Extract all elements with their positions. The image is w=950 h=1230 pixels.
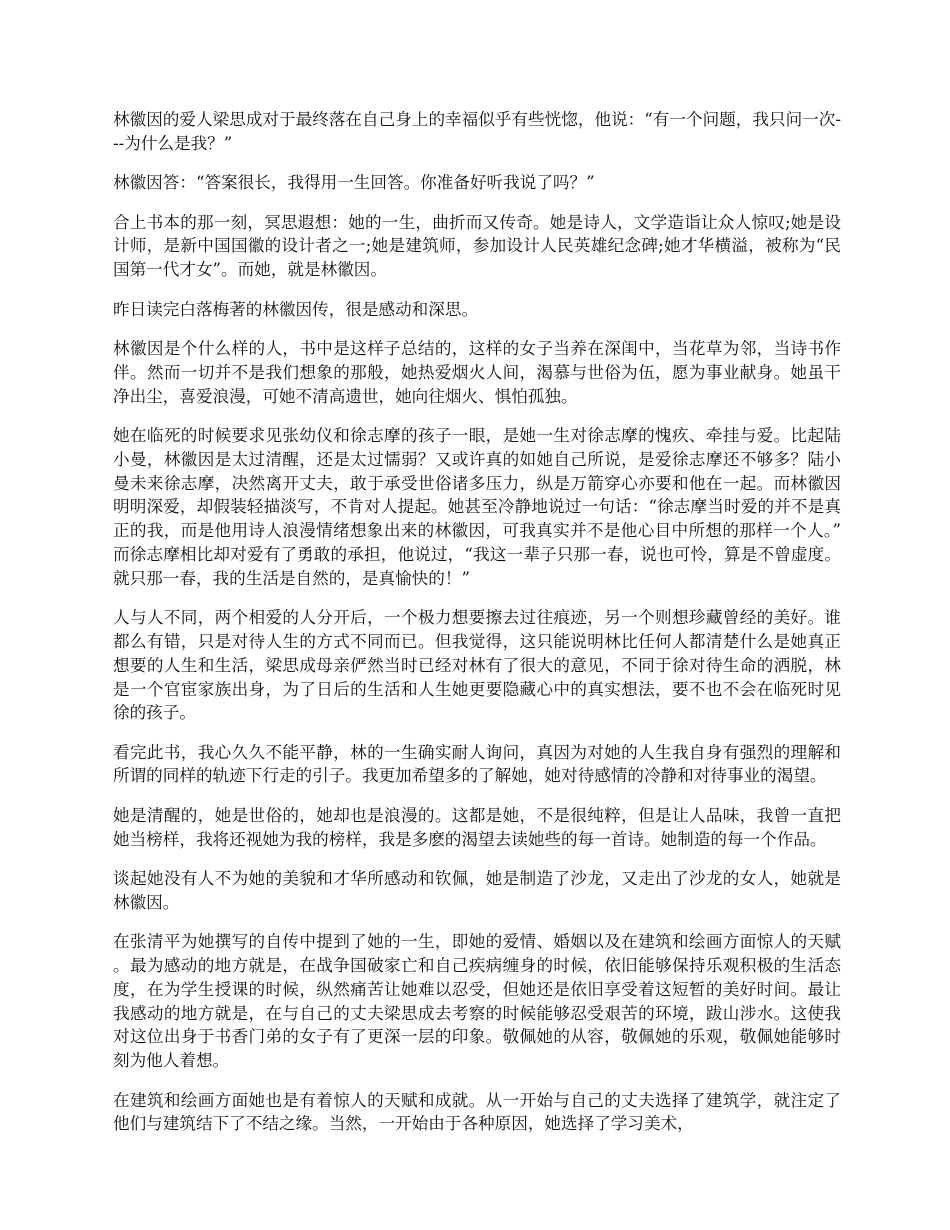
paragraph: 看完此书，我心久久不能平静，林的一生确实耐人询问，真因为对她的人生我自身有强烈的理解和所谓的同样的轨迹下行走的引子。我更加希望多的了解她，她对待感情的冷静和对待事业的渴望。 xyxy=(113,742,841,786)
paragraph: 合上书本的那一刻，冥思遐想：她的一生，曲折而又传奇。她是诗人，文学造诣让众人惊叹;她是设计师，是新中国国徽的设计者之一;她是建筑师，参加设计人民英雄纪念碑;她才华横溢，被称为“民国第一代才女”。而她，就是林徽因。 xyxy=(113,212,841,280)
paragraph: 谈起她没有人不为她的美貌和才华所感动和钦佩，她是制造了沙龙，又走出了沙龙的女人，她就是林徽因。 xyxy=(113,869,841,912)
paragraph: 她是清醒的，她是世俗的，她却也是浪漫的。这都是她，不是很纯粹，但是让人品味，我曾一直把她当榜样，我将还视她为我的榜样，我是多麽的渴望去读她些的每一首诗。她制造的每一个作品。 xyxy=(113,805,841,849)
paragraph: 林徽因是个什么样的人，书中是这样子总结的，这样的女子当养在深闺中，当花草为邻，当诗书作伴。然而一切并不是我们想象的那般，她热爱烟火人间，渴慕与世俗为伍，愿为事业献身。她虽干净出尘，喜爱浪漫，可她不清高遗世，她向往烟火、惧怕孤独。 xyxy=(113,338,841,406)
paragraph: 林徽因答：“答案很长，我得用一生回答。你准备好听我说了吗？” xyxy=(113,173,595,193)
paragraph: 昨日读完白落梅著的林徽因传，很是感动和深思。 xyxy=(113,299,479,319)
paragraph: 林徽因的爱人梁思成对于最终落在自己身上的幸福似乎有些恍惚，他说：“有一个问题，我只问一次---为什么是我？” xyxy=(113,110,841,153)
paragraph: 她在临死的时候要求见张幼仪和徐志摩的孩子一眼，是她一生对徐志摩的愧疚、牵挂与爱。比起陆小曼，林徽因是太过清醒，还是太过懦弱？又或许真的如她自己所说，是爱徐志摩还不够多？陆小曼未来徐志摩，决然离开丈夫，敢于承受世俗诸多压力，纵是万箭穿心亦要和他在一起。而林徽因明明深爱，却假装轻描淡写，不肯对人提起。她甚至冷静地说过一句话：“徐志摩当时爱的并不是真正的我，而是他用诗人浪漫情绪想象出来的林徽因，可我真实并不是他心目中所想的那样一个人。”而徐志摩相比却对爱有了勇敢的承担，他说过，“我这一辈子只那一春，说也可怜，算是不曾虚度。就只那一春，我的生活是自然的，是真愉快的！” xyxy=(113,425,841,588)
paragraph: 在张清平为她撰写的自传中提到了她的一生，即她的爱情、婚姻以及在建筑和绘画方面惊人的天赋。最为感动的地方就是，在战争国破家亡和自己疾病缠身的时候，依旧能够保持乐观积极的生活态度，在为学生授课的时候，纵然痛苦让她难以忍受，但她还是依旧享受着这短暂的美好时间。最让我感动的地方就是，在与自己的丈夫梁思成去考察的时候能够忍受艰苦的环境，跋山涉水。这使我对这位出身于书香门弟的女子有了更深一层的印象。敬佩她的从容，敬佩她的乐观，敬佩她能够时刻为他人着想。 xyxy=(113,932,841,1071)
paragraph: 人与人不同，两个相爱的人分开后，一个极力想要擦去过往痕迹，另一个则想珍藏曾经的美好。谁都么有错，只是对待人生的方式不同而已。但我觉得，这只能说明林比任何人都清楚什么是她真正想要的人生和生活，梁思成母亲俨然当时已经对林有了很大的意见，不同于徐对待生命的洒脱，林是一个官宦家族出身，为了日后的生活和人生她更要隐藏心中的真实想法，要不也不会在临死时见徐的孩子。 xyxy=(113,608,841,723)
document-body xyxy=(113,108,841,1152)
paragraph: 在建筑和绘画方面她也是有着惊人的天赋和成就。从一开始与自己的丈夫选择了建筑学，就注定了他们与建筑结下了不结之缘。当然，一开始由于各种原因，她选择了学习美术， xyxy=(113,1090,841,1134)
